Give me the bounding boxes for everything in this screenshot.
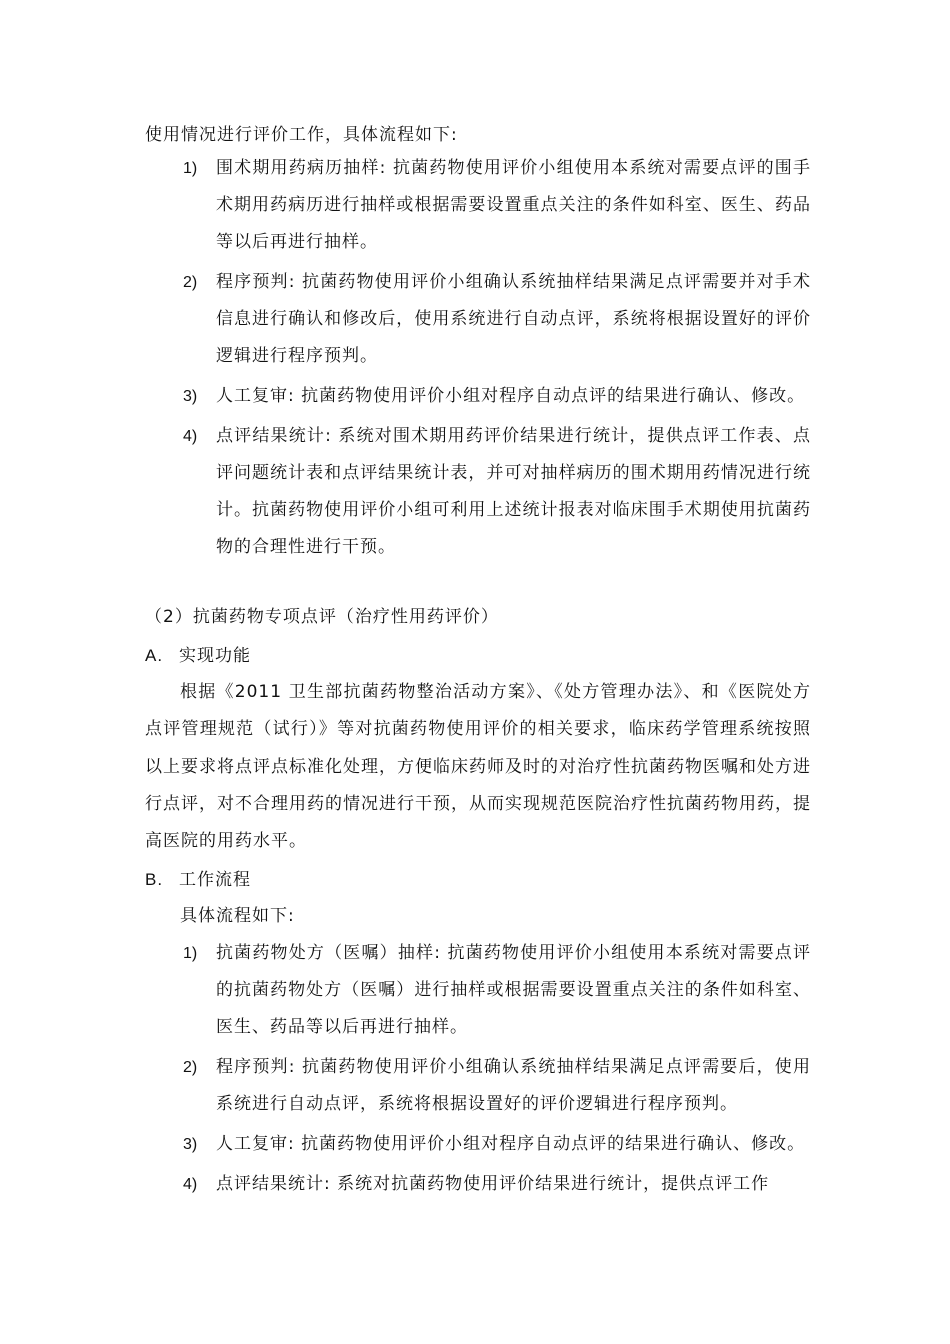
step-number: 3) <box>183 1136 198 1153</box>
list-item <box>0 1049 950 1123</box>
function-paragraph: 根据《2011 卫生部抗菌药物整治活动方案》、《处方管理办法》、和《医院处方点评管理规范（试行）》等对抗菌药物使用评价的相关要求，临床药学管理系统按照以上要求将点评点标准化处理，方便临床药师及时的对治疗性抗菌药物医嘱和处方进行点评，对不合理用药的情况进行干预，从而实现规范医院治疗性抗菌药物用药，提高医院的用药水平。 <box>145 682 811 852</box>
subheading-workflow <box>145 861 251 899</box>
step-number: 1) <box>183 945 198 962</box>
list-item <box>0 1126 950 1163</box>
list-item <box>0 150 950 261</box>
therapeutic-steps-list <box>0 935 950 1206</box>
flow-intro: 具体流程如下: <box>180 906 295 926</box>
step-text: 程序预判: 抗菌药物使用评价小组确认系统抽样结果满足点评需要后，使用系统进行自动点评，系统将根据设置好的评价逻辑进行程序预判。 <box>216 1057 811 1114</box>
subheading-letter: A. <box>145 646 164 665</box>
step-number: 1) <box>183 160 198 177</box>
list-item <box>0 418 950 566</box>
list-item <box>0 378 950 415</box>
perioperative-steps-list <box>0 150 950 569</box>
step-text: 抗菌药物处方（医嘱）抽样: 抗菌药物使用评价小组使用本系统对需要点评的抗菌药物处方（医嘱）进行抽样或根据需要设置重点关注的条件如科室、医生、药品等以后再进行抽样。 <box>216 943 811 1037</box>
subheading-title: 实现功能 <box>179 646 251 666</box>
step-text: 围术期用药病历抽样: 抗菌药物使用评价小组使用本系统对需要点评的围手术期用药病历进行抽样或根据需要设置重点关注的条件如科室、医生、药品等以后再进行抽样。 <box>216 158 811 252</box>
list-item <box>0 1166 950 1203</box>
list-item <box>0 264 950 375</box>
step-number: 2) <box>183 1059 198 1076</box>
section-heading: （2）抗菌药物专项点评（治疗性用药评价） <box>145 607 499 627</box>
step-text: 人工复审: 抗菌药物使用评价小组对程序自动点评的结果进行确认、修改。 <box>216 386 806 406</box>
step-number: 2) <box>183 274 198 291</box>
subheading-function <box>145 637 251 675</box>
subheading-title: 工作流程 <box>179 870 251 890</box>
step-text: 程序预判: 抗菌药物使用评价小组确认系统抽样结果满足点评需要并对手术信息进行确认和修改后，使用系统进行自动点评，系统将根据设置好的评价逻辑进行程序预判。 <box>216 272 811 366</box>
step-number: 3) <box>183 388 198 405</box>
subheading-letter: B. <box>145 870 164 889</box>
list-item <box>0 935 950 1046</box>
intro-line: 使用情况进行评价工作，具体流程如下: <box>145 125 458 145</box>
step-number: 4) <box>183 428 198 445</box>
step-text: 人工复审: 抗菌药物使用评价小组对程序自动点评的结果进行确认、修改。 <box>216 1134 806 1154</box>
step-text: 点评结果统计: 系统对抗菌药物使用评价结果进行统计，提供点评工作 <box>216 1174 770 1194</box>
step-text: 点评结果统计: 系统对围术期用药评价结果进行统计，提供点评工作表、点评问题统计表和点评结果统计表，并可对抽样病历的围术期用药情况进行统计。抗菌药物使用评价小组可利用上述统计报表对临床围手术期使用抗菌药物的合理性进行干预。 <box>216 426 811 557</box>
step-number: 4) <box>183 1176 198 1193</box>
